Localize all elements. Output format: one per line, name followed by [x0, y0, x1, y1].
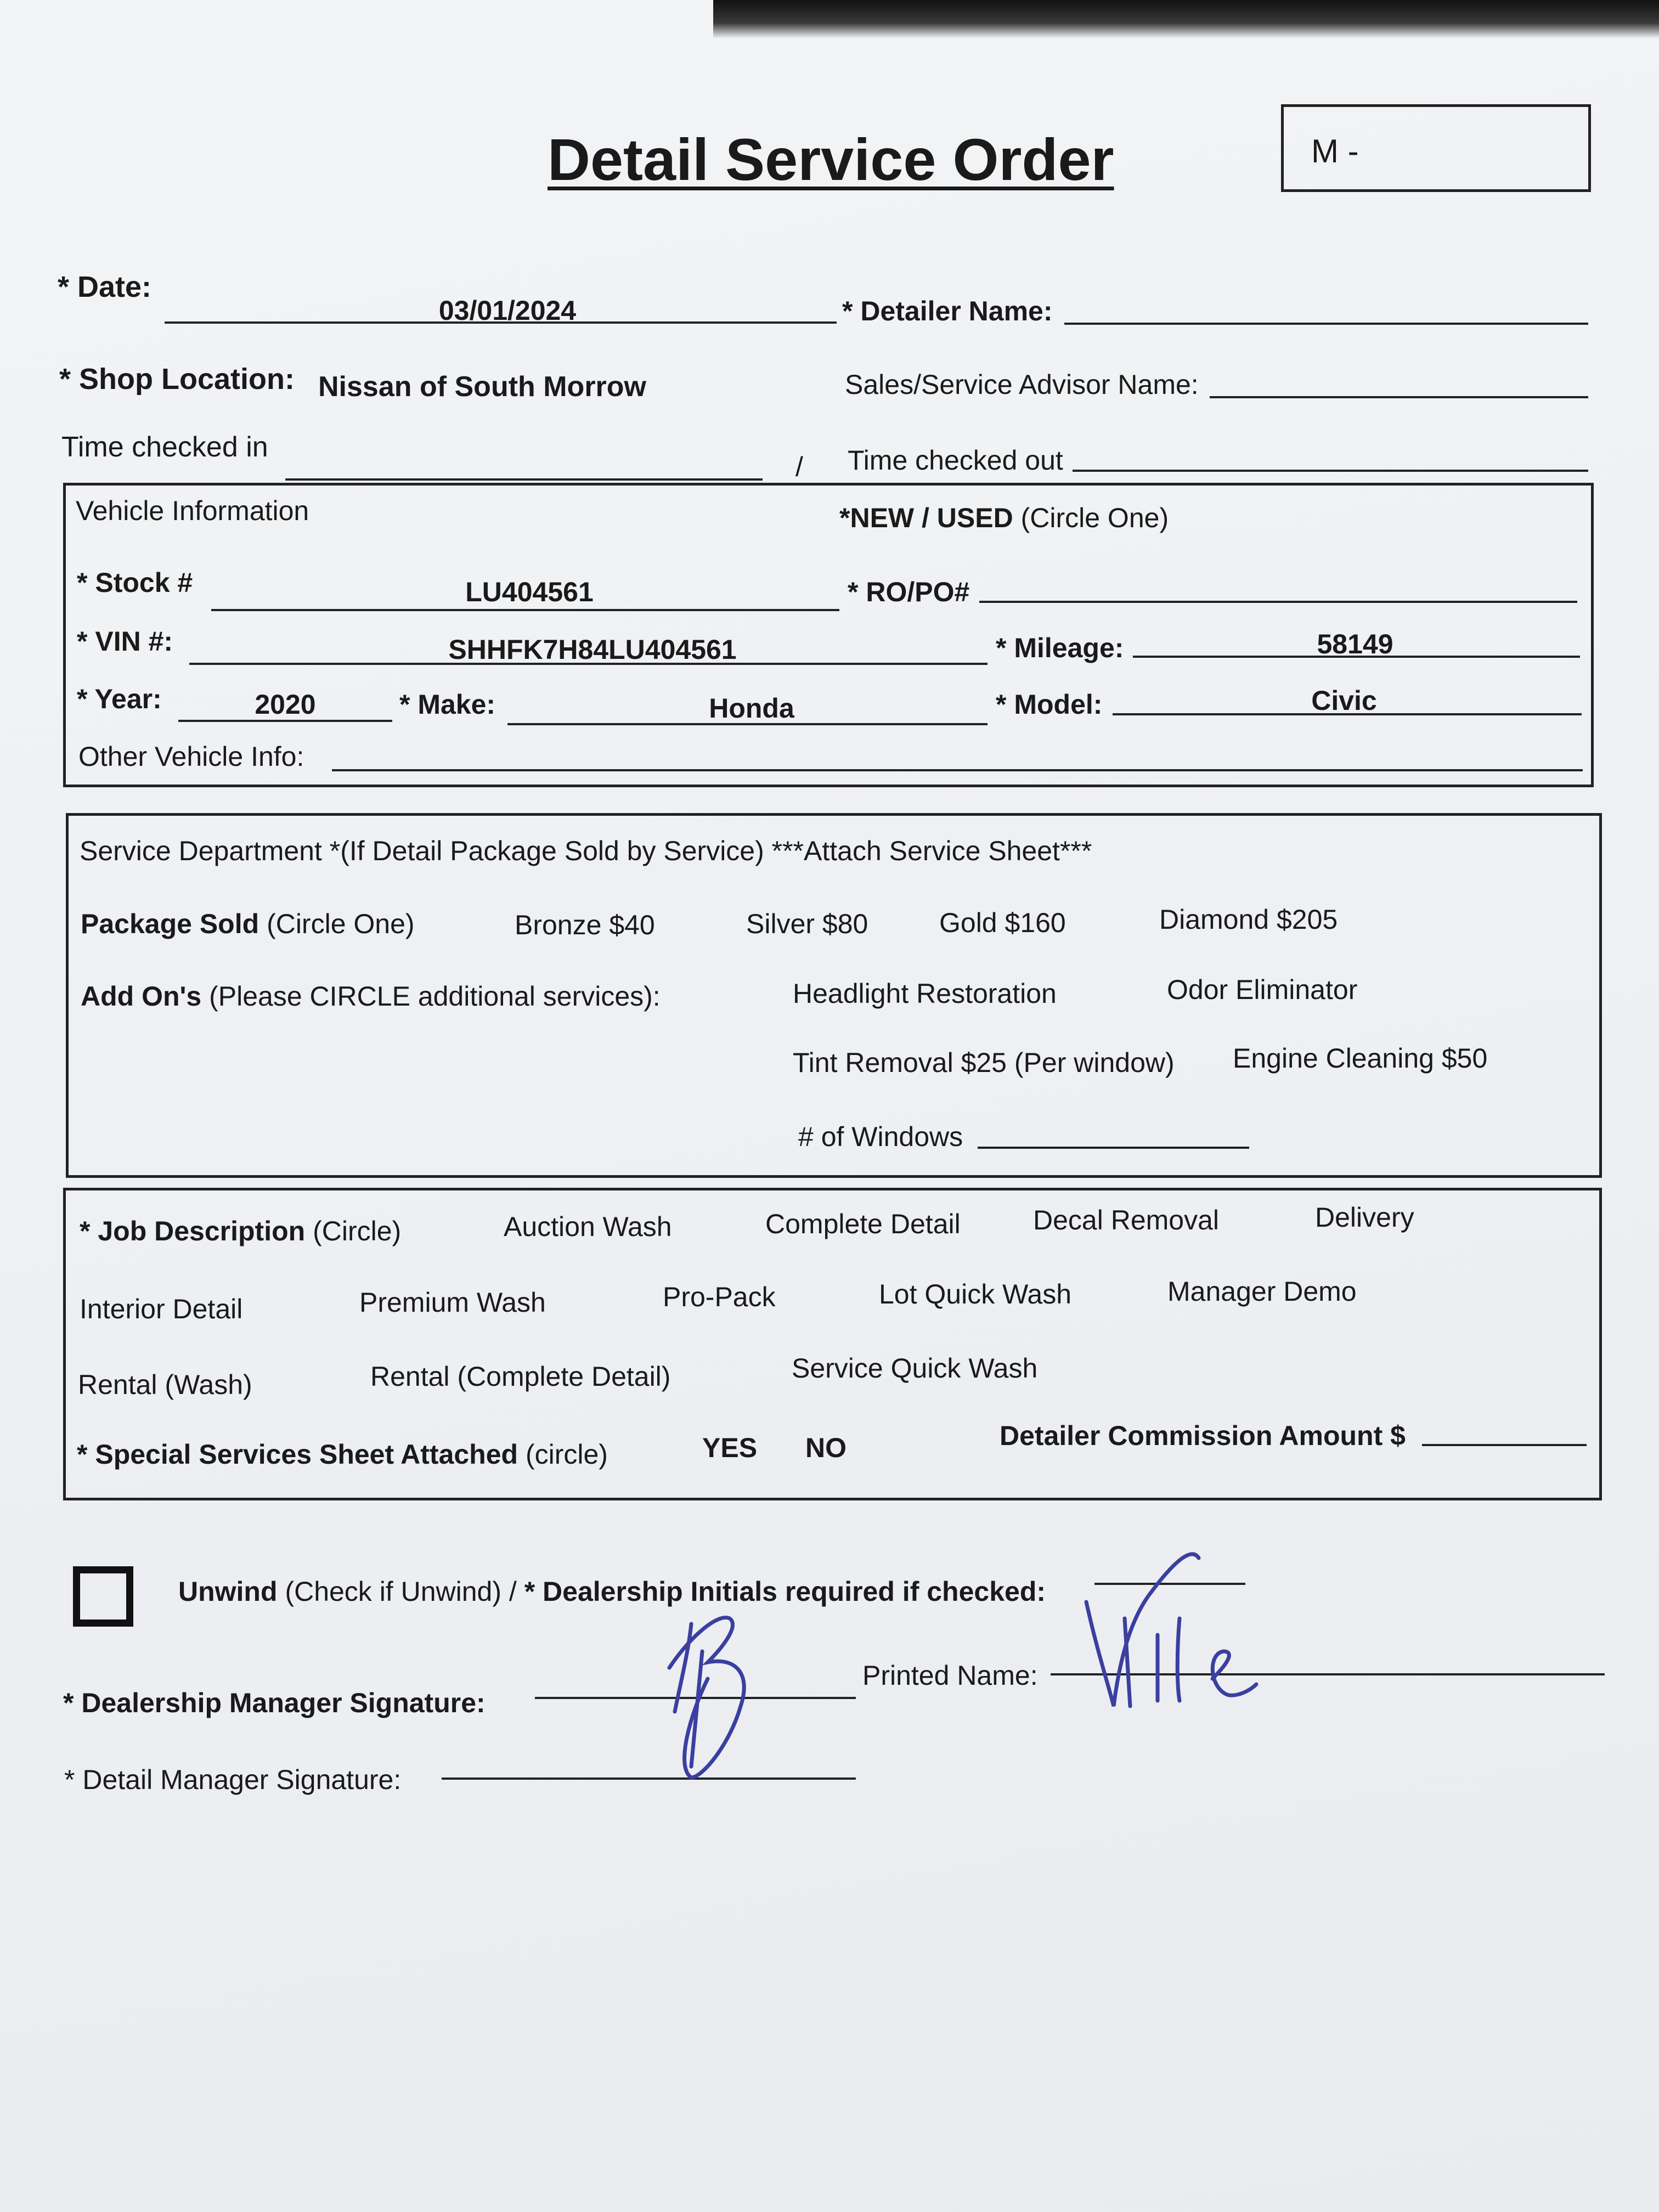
mileage-label: * Mileage:	[996, 633, 1124, 663]
printed-name-handwriting	[1075, 1542, 1262, 1723]
stock-value: LU404561	[465, 577, 594, 607]
time-out-label: Time checked out	[848, 445, 1063, 476]
new-used-hint: (Circle One)	[1020, 503, 1169, 533]
time-in-line[interactable]	[285, 478, 763, 481]
job-manager-demo[interactable]: Manager Demo	[1167, 1276, 1357, 1307]
job-premium-wash[interactable]: Premium Wash	[359, 1287, 546, 1318]
ro-po-label: * RO/PO#	[848, 577, 970, 607]
package-bronze[interactable]: Bronze $40	[515, 910, 655, 940]
vehicle-info-title: Vehicle Information	[76, 495, 309, 526]
form-number-box[interactable]	[1281, 104, 1591, 192]
package-silver[interactable]: Silver $80	[746, 909, 868, 939]
job-pro-pack[interactable]: Pro-Pack	[663, 1282, 776, 1312]
time-separator: /	[795, 452, 803, 482]
model-label: * Model:	[996, 689, 1103, 720]
package-diamond[interactable]: Diamond $205	[1159, 904, 1338, 935]
new-used-label: *NEW / USED	[839, 503, 1013, 533]
model-value: Civic	[1311, 685, 1377, 716]
unwind-label: Unwind	[178, 1576, 278, 1607]
date-label: * Date:	[58, 270, 152, 303]
package-sold-label: Package Sold	[81, 909, 259, 939]
job-rental-wash[interactable]: Rental (Wash)	[78, 1369, 252, 1400]
job-description-hint: (Circle)	[313, 1216, 402, 1246]
unwind-checkbox[interactable]	[73, 1566, 133, 1627]
time-out-line[interactable]	[1073, 470, 1588, 472]
job-service-quick-wash[interactable]: Service Quick Wash	[792, 1353, 1038, 1384]
year-value: 2020	[255, 689, 316, 720]
mileage-value: 58149	[1317, 629, 1393, 659]
shop-location-value: Nissan of South Morrow	[318, 371, 646, 403]
vin-label: * VIN #:	[77, 626, 173, 657]
make-label: * Make:	[399, 689, 496, 720]
package-sold-field	[81, 908, 415, 940]
dealership-initials-label: * Dealership Initials required if checked:	[524, 1576, 1046, 1607]
job-auction-wash[interactable]: Auction Wash	[504, 1211, 672, 1242]
add-ons-label: Add On's	[81, 981, 202, 1012]
job-delivery[interactable]: Delivery	[1315, 1202, 1414, 1233]
addon-engine-cleaning[interactable]: Engine Cleaning $50	[1233, 1043, 1488, 1074]
job-description-label: * Job Description	[80, 1216, 306, 1246]
unwind-hint: (Check if Unwind) /	[285, 1576, 517, 1607]
job-decal-removal[interactable]: Decal Removal	[1033, 1205, 1220, 1235]
detailer-name-line[interactable]	[1064, 323, 1588, 325]
detailer-name-label: * Detailer Name:	[842, 296, 1053, 326]
commission-label: Detailer Commission Amount $	[1000, 1420, 1406, 1451]
add-ons-field	[81, 980, 661, 1012]
job-complete-detail[interactable]: Complete Detail	[765, 1209, 961, 1239]
advisor-name-line[interactable]	[1210, 396, 1588, 398]
job-interior-detail[interactable]: Interior Detail	[80, 1294, 243, 1324]
service-header: Service Department *(If Detail Package Sold by Service) ***Attach Service Sheet***	[80, 836, 1092, 866]
vin-value: SHHFK7H84LU404561	[448, 634, 737, 665]
stock-line[interactable]	[211, 609, 839, 611]
special-services-hint: (circle)	[525, 1439, 608, 1470]
date-value: 03/01/2024	[438, 295, 577, 326]
windows-count-line[interactable]	[978, 1147, 1249, 1149]
detail-manager-signature-label: * Detail Manager Signature:	[64, 1764, 402, 1795]
addon-odor-eliminator[interactable]: Odor Eliminator	[1167, 974, 1358, 1005]
new-used-field[interactable]	[839, 502, 1169, 534]
form-title: Detail Service Order	[548, 126, 1114, 193]
background-shadow	[713, 0, 1659, 38]
addon-tint-removal[interactable]: Tint Removal $25 (Per window)	[793, 1047, 1175, 1078]
package-sold-hint: (Circle One)	[267, 909, 415, 939]
form-number-label: M -	[1311, 133, 1359, 170]
ro-po-line[interactable]	[979, 601, 1577, 603]
other-vehicle-info-line[interactable]	[332, 769, 1583, 771]
job-lot-quick-wash[interactable]: Lot Quick Wash	[879, 1279, 1072, 1310]
special-services-no[interactable]: NO	[805, 1432, 847, 1463]
special-services-field	[77, 1438, 608, 1470]
advisor-name-label: Sales/Service Advisor Name:	[845, 369, 1199, 400]
make-value: Honda	[709, 693, 794, 724]
job-description-field	[80, 1215, 401, 1247]
add-ons-hint: (Please CIRCLE additional services):	[209, 981, 661, 1012]
package-gold[interactable]: Gold $160	[939, 907, 1066, 938]
windows-count-label: # of Windows	[798, 1121, 963, 1152]
unwind-field	[178, 1576, 1046, 1607]
dealership-manager-signature-drawing	[658, 1602, 823, 1799]
time-in-label: Time checked in	[61, 431, 268, 463]
year-label: * Year:	[77, 684, 162, 714]
printed-name-label: Printed Name:	[862, 1660, 1038, 1691]
commission-line[interactable]	[1422, 1444, 1587, 1446]
stock-label: * Stock #	[77, 567, 193, 598]
special-services-label: * Special Services Sheet Attached	[77, 1439, 518, 1470]
shop-location-label: * Shop Location:	[59, 363, 295, 396]
special-services-yes[interactable]: YES	[702, 1432, 758, 1463]
job-rental-complete-detail[interactable]: Rental (Complete Detail)	[370, 1361, 671, 1392]
addon-headlight-restoration[interactable]: Headlight Restoration	[793, 978, 1057, 1009]
dealership-manager-signature-label: * Dealership Manager Signature:	[63, 1688, 486, 1718]
other-vehicle-info-label: Other Vehicle Info:	[78, 741, 304, 772]
